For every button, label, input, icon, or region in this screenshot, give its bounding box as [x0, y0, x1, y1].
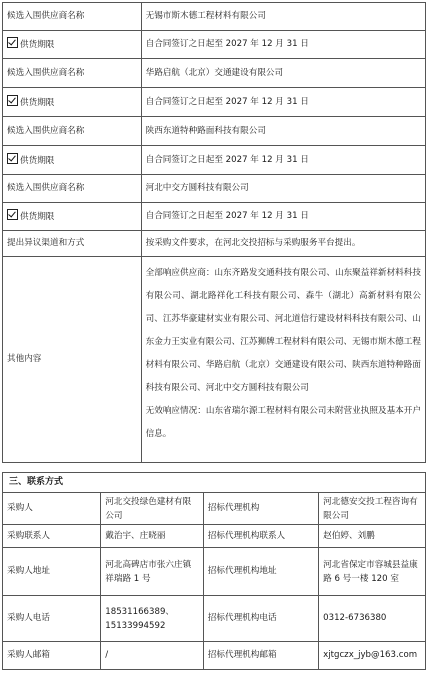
table-row	[3, 175, 426, 203]
purchaser-phone-label: 采购人电话	[3, 596, 101, 642]
table-row	[3, 31, 426, 59]
agency-label: 招标代理机构	[203, 493, 318, 525]
purchaser-phone-2: 15133994592	[105, 620, 166, 631]
supply-period-value: 自合同签订之日起至 2027 年 12 月 31 日	[141, 203, 425, 231]
purchaser-contact-label: 采购联系人	[3, 525, 101, 548]
candidate-label: 候选入围供应商名称	[3, 59, 142, 88]
other-label: 其他内容	[3, 257, 142, 463]
table-row	[3, 3, 426, 31]
supply-period-value: 自合同签订之日起至 2027 年 12 月 31 日	[141, 88, 425, 117]
candidate-name: 无锡市斯木德工程材料有限公司	[141, 3, 425, 31]
purchaser-email-value: /	[101, 642, 204, 670]
contact-table	[2, 492, 426, 670]
table-row	[3, 493, 426, 525]
checkbox-checked-icon	[7, 37, 18, 48]
table-row	[3, 59, 426, 88]
purchaser-address-label: 采购人地址	[3, 548, 101, 596]
agency-contact-label: 招标代理机构联系人	[203, 525, 318, 548]
table-row	[3, 203, 426, 231]
purchaser-label: 采购人	[3, 493, 101, 525]
table-row	[3, 642, 426, 670]
supply-period-label: 供货期限	[20, 40, 55, 50]
supply-period-label: 供货期限	[20, 212, 55, 222]
supply-period-label-cell	[3, 203, 142, 231]
candidate-name: 河北中交方圆科技有限公司	[141, 175, 425, 203]
purchaser-phone-cell	[101, 596, 204, 642]
all-responders-text: 全部响应供应商：山东齐路发交通科技有限公司、山东聚益祥新材料科技有限公司、湖北路祥化工科技有限公司、森牛（湖北）高新材料有限公司、江苏华豪建材实业有限公司、河北道信行建设材料科技有限公司、山东金力王实业有限公司、江苏狮牌工程材料有限公司、无锡市斯木德工程材料有限公司、华路启航（北京）交通建设有限公司、陕西东道特种路面科技有限公司、河北中交方圆科技有限公司	[145, 268, 421, 393]
supply-period-label-cell	[3, 146, 142, 175]
supply-period-label-cell	[3, 31, 142, 59]
agency-phone-label: 招标代理机构电话	[203, 596, 318, 642]
purchaser-contact-value: 戴治宇、庄晓丽	[101, 525, 204, 548]
invalid-response-text: 无效响应情况：山东省瑞尔源工程材料有限公司未附营业执照及基本开户信息。	[145, 406, 421, 439]
supply-period-label: 供货期限	[20, 155, 55, 166]
supply-period-label: 供货期限	[20, 97, 55, 108]
agency-value: 河北德安交投工程咨询有限公司	[319, 493, 426, 525]
agency-email-value: xjtgczx_jyb@163.com	[319, 642, 426, 670]
purchaser-value: 河北交投绿色建材有限公司	[101, 493, 204, 525]
checkbox-checked-icon	[7, 209, 18, 220]
purchaser-phone-1: 18531166389、	[105, 606, 175, 617]
supply-period-value: 自合同签订之日起至 2027 年 12 月 31 日	[141, 31, 425, 59]
agency-address-value: 河北省保定市容城县益康路 6 号一楼 120 室	[319, 548, 426, 596]
contact-section-title: 三、联系方式	[2, 472, 426, 492]
table-row	[3, 548, 426, 596]
checkbox-checked-icon	[7, 95, 18, 106]
other-value-cell	[141, 257, 425, 463]
checkbox-checked-icon	[7, 153, 18, 164]
table-row	[3, 525, 426, 548]
table-row	[3, 231, 426, 257]
supply-period-label-cell	[3, 88, 142, 117]
agency-phone-value: 0312-6736380	[319, 596, 426, 642]
table-row	[3, 146, 426, 175]
agency-address-label: 招标代理机构地址	[203, 548, 318, 596]
table-row	[3, 257, 426, 463]
purchaser-address-value: 河北高碑店市张六庄镇祥瑞路 1 号	[101, 548, 204, 596]
objection-value: 按采购文件要求，在河北交投招标与采购服务平台提出。	[141, 231, 425, 257]
candidate-label: 候选入围供应商名称	[3, 175, 142, 203]
candidate-label: 候选入围供应商名称	[3, 117, 142, 146]
supply-period-value: 自合同签订之日起至 2027 年 12 月 31 日	[141, 146, 425, 175]
table-row	[3, 88, 426, 117]
candidate-name: 华路启航（北京）交通建设有限公司	[141, 59, 425, 88]
purchaser-email-label: 采购人邮箱	[3, 642, 101, 670]
candidate-name: 陕西东道特种路面科技有限公司	[141, 117, 425, 146]
agency-email-label: 招标代理机构邮箱	[203, 642, 318, 670]
candidate-table	[2, 2, 426, 463]
candidate-label: 候选入围供应商名称	[3, 3, 142, 31]
table-row	[3, 117, 426, 146]
table-row	[3, 596, 426, 642]
objection-label: 提出异议渠道和方式	[3, 231, 142, 257]
agency-contact-value: 赵伯婷、刘鹏	[319, 525, 426, 548]
